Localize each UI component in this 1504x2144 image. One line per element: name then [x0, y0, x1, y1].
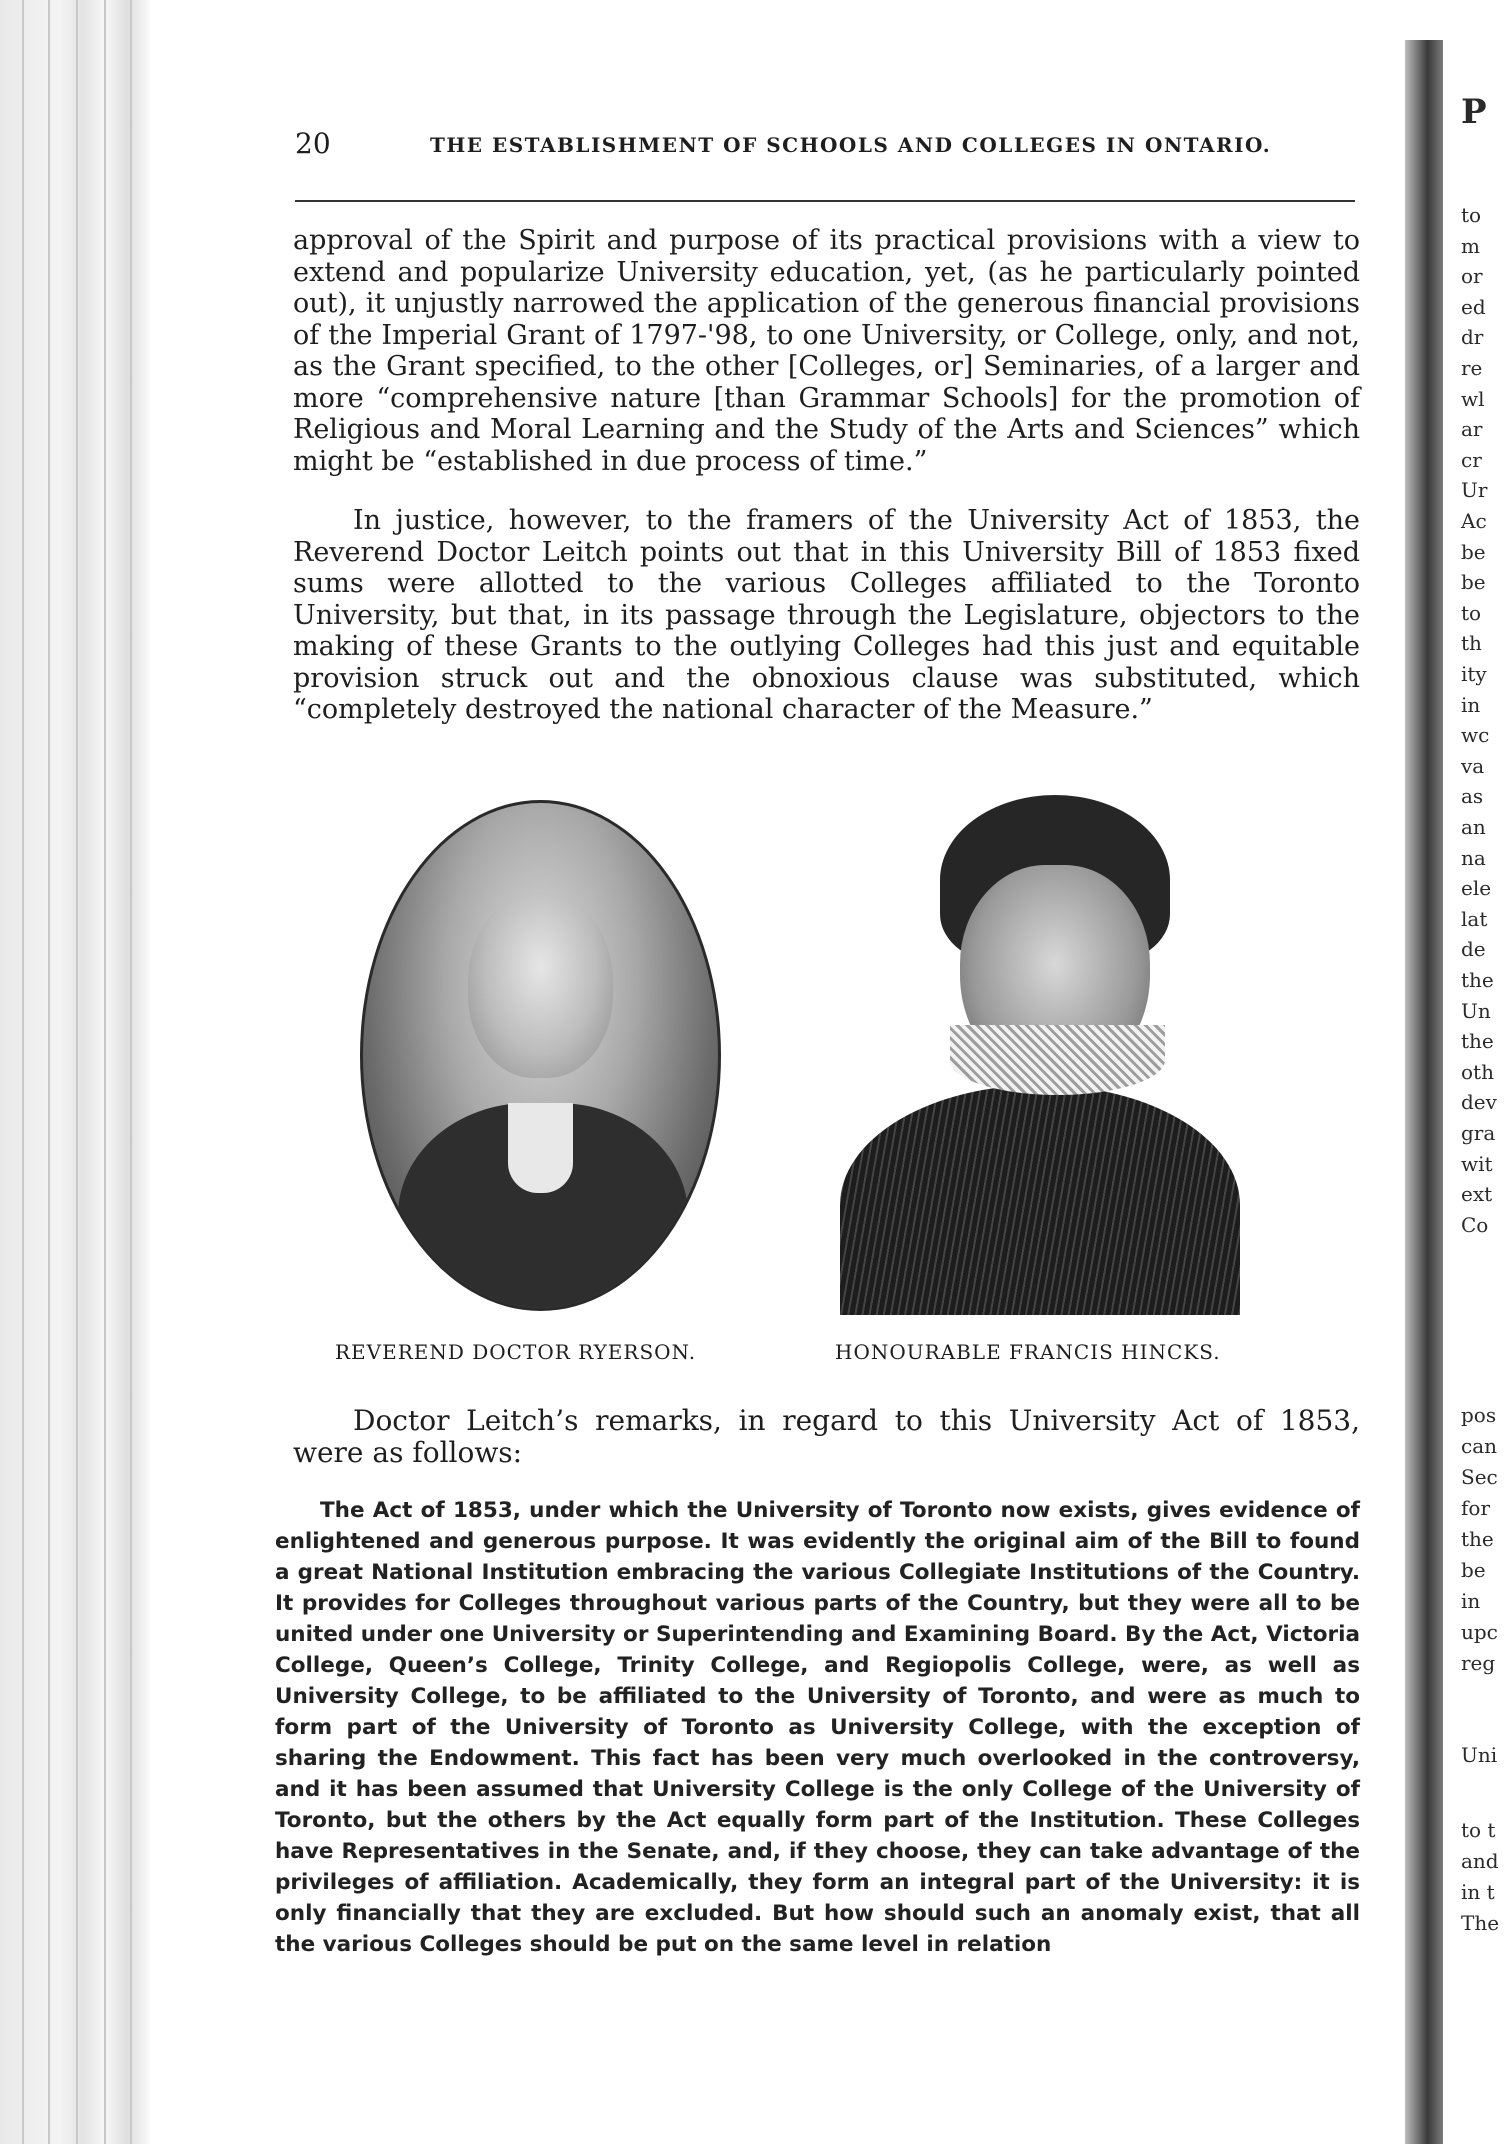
- next-page-fragment: can: [1461, 1434, 1498, 1458]
- header-rule: [295, 200, 1355, 202]
- next-page-fragment: m: [1461, 233, 1480, 258]
- book-gutter: [0, 0, 150, 2144]
- next-page-fragment: ext: [1461, 1182, 1493, 1207]
- next-page-fragment: va: [1461, 753, 1485, 778]
- next-page-fragment: The: [1461, 1911, 1500, 1935]
- portrait-beard: [950, 1025, 1165, 1095]
- next-page-fragment: for: [1461, 1496, 1491, 1520]
- next-page-fragment: lat: [1461, 906, 1488, 931]
- next-page-fragment: Ac: [1461, 509, 1487, 533]
- ryerson-portrait: [360, 800, 721, 1311]
- next-page-fragment: the: [1461, 1527, 1494, 1551]
- next-page-fragment: upc: [1461, 1620, 1498, 1644]
- next-page-fragment: and: [1461, 1849, 1499, 1873]
- next-page-fragment: to t: [1461, 1818, 1496, 1842]
- next-page-fragment: ed: [1461, 294, 1486, 319]
- next-page-sliver: [1443, 40, 1504, 2144]
- next-page-fragment: Sec: [1461, 1465, 1498, 1489]
- next-page-fragment: ele: [1461, 876, 1492, 901]
- ryerson-caption: REVEREND DOCTOR RYERSON.: [335, 1340, 697, 1364]
- hincks-caption: HONOURABLE FRANCIS HINCKS.: [835, 1340, 1221, 1364]
- next-page-fragment: dev: [1461, 1090, 1497, 1115]
- running-title: THE ESTABLISHMENT OF SCHOOLS AND COLLEGES IN ONTARIO.: [430, 133, 1272, 157]
- quotation-block: The Act of 1853, under which the University of Toronto now exists, gives evidence of enlightened and generous purpose. It was evidently the original aim of the Bill to found a great National Institution embracing the various Collegiate Institutions of the Country. It provides for Colleges throughout various parts of the Country, but they were all to be united under one University or Superintending and Examining Board. By the Act, Victoria College, Queen’s College, Trinity College, and Regiopolis College, were, as well as University College, to be affiliated to the University of Toronto, and were as much to form part of the University of Toronto as University College, with the exception of sharing the Endowment. This fact has been very much overlooked in the controversy, and it has been assumed that University College is the only College of the University of Toronto, but the others by the Act equally form part of the Institution. These Colleges have Representatives in the Senate, and, if they choose, they can take advantage of the privileges of affiliation. Academically, they form an integral part of the University: it is only financially that they are excluded. But how should such an anomaly exist, that all the various Colleges should be put on the same level in relation: [275, 1498, 1360, 1957]
- next-page-fragment: cr: [1461, 447, 1482, 472]
- next-page-fragment: gra: [1461, 1121, 1496, 1145]
- next-page-fragment: in t: [1461, 1880, 1495, 1904]
- next-page-fragment: or: [1461, 264, 1483, 289]
- paragraph-1: approval of the Spirit and purpose of its practical provisions with a view to extend and popularize University education, yet, (as he particularly pointed out), it unjustly narrowed the application of the generous financial provisions of the Imperial Grant of 1797-'98, to one University, or College, only, and not, as the Grant specified, to the other [Colleges, or] Seminaries, of a larger and more “comprehensive nature [than Grammar Schools] for the promotion of Religious and Moral Learning and the Study of the Arts and Sciences” which might be “established in due process of time.”: [293, 225, 1360, 477]
- paragraph-3: Doctor Leitch’s remarks, in regard to this University Act of 1853, were as follows:: [293, 1404, 1360, 1469]
- next-page-fragment: reg: [1461, 1651, 1496, 1675]
- next-page-fragment: pos: [1461, 1403, 1497, 1427]
- next-page-fragment: Ur: [1461, 478, 1488, 503]
- next-page-fragment: to: [1461, 600, 1482, 625]
- next-page-fragment: wc: [1461, 723, 1490, 748]
- next-page-fragment: Uni: [1461, 1743, 1498, 1767]
- next-page-fragment: the: [1461, 1029, 1494, 1054]
- next-page-fragment: ity: [1461, 662, 1487, 686]
- next-page-fragment: be: [1461, 539, 1486, 564]
- page-edge: [104, 0, 106, 2144]
- next-page-fragment: to: [1461, 203, 1482, 227]
- hincks-portrait: [830, 795, 1240, 1315]
- next-page-fragment: Un: [1461, 998, 1491, 1023]
- next-page-fragment: as: [1461, 784, 1484, 809]
- next-page-fragment: Co: [1461, 1212, 1489, 1237]
- page-header: [295, 125, 1355, 175]
- portrait-collar: [508, 1103, 573, 1193]
- book-spine-shadow: [1405, 40, 1443, 2144]
- next-page-fragment: in: [1461, 692, 1481, 717]
- next-page-fragment: na: [1461, 845, 1486, 870]
- next-page-fragment: oth: [1461, 1059, 1494, 1084]
- next-page-fragment: th: [1461, 631, 1482, 656]
- portrait-body: [840, 1085, 1240, 1315]
- next-page-fragment: dr: [1461, 325, 1484, 350]
- next-page-fragment: wit: [1461, 1151, 1493, 1176]
- portraits-figure: [330, 800, 1310, 1364]
- next-page-fragment: in: [1461, 1589, 1481, 1613]
- page-edge: [22, 0, 24, 2144]
- next-page-fragment: be: [1461, 1558, 1486, 1582]
- page-edge: [76, 0, 78, 2144]
- page-number: 20: [295, 127, 331, 160]
- next-page-fragment: the: [1461, 968, 1494, 992]
- next-page-fragment: wl: [1461, 386, 1485, 411]
- next-page-fragment: re: [1461, 356, 1483, 380]
- portrait-head: [468, 893, 613, 1078]
- paragraph-2: In justice, however, to the framers of the University Act of 1853, the Reverend Doctor Leitch points out that in this University Bill of 1853 fixed sums were allotted to the various Colleges affiliated to the Toronto University, but that, in its passage through the Legislature, objectors to the making of these Grants to the outlying Colleges had this just and equitable provision struck out and the obnoxious clause was substituted, which “completely destroyed the national character of the Measure.”: [293, 505, 1360, 725]
- next-page-fragment: an: [1461, 815, 1486, 839]
- next-page-fragment: be: [1461, 570, 1486, 595]
- page-edge: [130, 0, 132, 2144]
- next-page-fragment: de: [1461, 937, 1486, 962]
- page-edge: [48, 0, 50, 2144]
- next-page-fragment: ar: [1461, 417, 1483, 442]
- next-page-fragment: P: [1461, 92, 1488, 132]
